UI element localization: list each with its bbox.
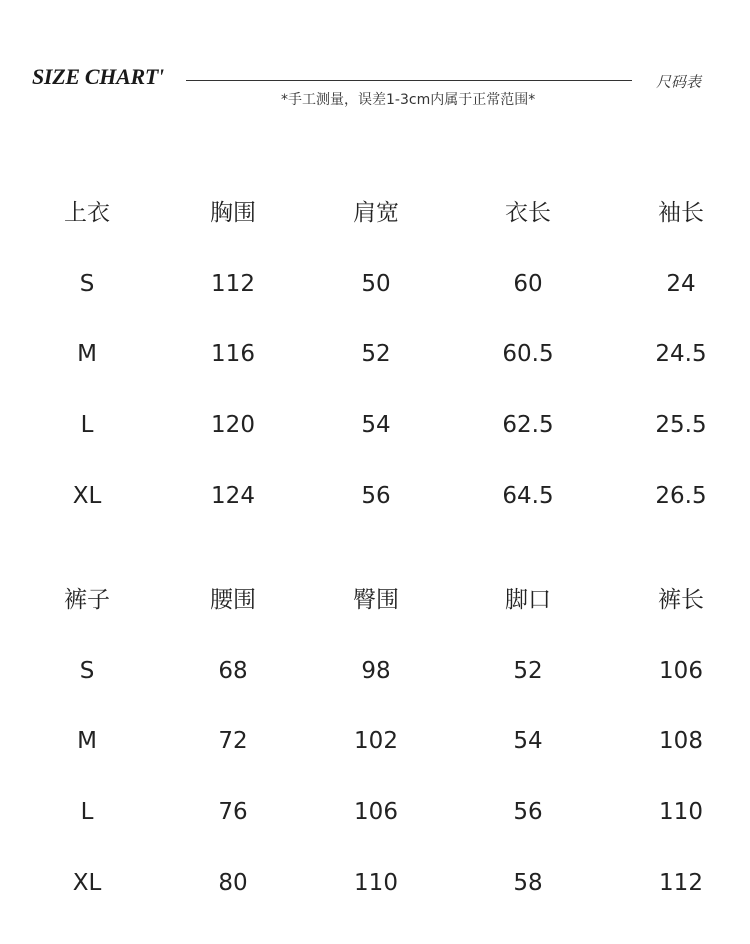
column-header: 脚口 (505, 587, 551, 613)
table-cell: 102 (354, 728, 398, 755)
column-header: 腰围 (210, 587, 256, 613)
table-cell: L (80, 412, 94, 439)
table-row (0, 638, 750, 709)
table-cell: 24.5 (655, 341, 707, 368)
column-header: 衣长 (505, 200, 551, 226)
table-cell: 56 (513, 799, 543, 826)
table-cell: 54 (361, 412, 391, 439)
table-cell: 106 (659, 657, 703, 684)
table-cell: M (77, 341, 97, 368)
table-cell: 108 (659, 728, 703, 755)
table-cell: 64.5 (502, 482, 554, 509)
table-cell: 76 (218, 799, 248, 826)
table-cell: 72 (218, 728, 248, 755)
table-cell: 25.5 (655, 412, 707, 439)
table-row (0, 321, 750, 392)
table-cell: 26.5 (655, 482, 707, 509)
column-header: 胸围 (210, 200, 256, 226)
measurement-note: *手工测量，误差1-3cm内属于正常范围* (281, 92, 536, 108)
column-header: 裤子 (64, 587, 110, 613)
table-cell: 106 (354, 799, 398, 826)
size-chart-title: SIZE CHART' (32, 64, 164, 89)
header-divider (186, 80, 632, 81)
pants-size-table (0, 567, 750, 920)
table-cell: 98 (361, 657, 391, 684)
table-cell: 52 (361, 341, 391, 368)
table-cell: 120 (211, 412, 255, 439)
column-header: 裤长 (658, 587, 704, 613)
table-cell: 110 (659, 799, 703, 826)
size-chart-label: 尺码表 (656, 73, 702, 91)
table-cell: 62.5 (502, 412, 554, 439)
column-header: 臀围 (353, 587, 399, 613)
table-cell: 116 (211, 341, 255, 368)
table-header-row (0, 567, 750, 638)
table-cell: 58 (513, 869, 543, 896)
table-row (0, 392, 750, 463)
table-row (0, 463, 750, 534)
table-cell: 24 (666, 270, 696, 297)
tops-size-table (0, 180, 750, 533)
table-cell: 60.5 (502, 341, 554, 368)
table-cell: 52 (513, 657, 543, 684)
table-cell: XL (72, 869, 102, 896)
table-cell: 50 (361, 270, 391, 297)
table-cell: 112 (659, 869, 703, 896)
table-cell: L (80, 799, 94, 826)
table-cell: 124 (211, 482, 255, 509)
table-row (0, 708, 750, 779)
table-row (0, 779, 750, 850)
column-header: 袖长 (658, 200, 704, 226)
column-header: 上衣 (64, 200, 110, 226)
table-cell: XL (72, 482, 102, 509)
column-header: 肩宽 (353, 200, 399, 226)
table-cell: M (77, 728, 97, 755)
table-cell: 80 (218, 869, 248, 896)
table-cell: S (79, 657, 95, 684)
table-cell: 56 (361, 482, 391, 509)
table-cell: 60 (513, 270, 543, 297)
table-header-row (0, 180, 750, 251)
table-cell: 54 (513, 728, 543, 755)
table-cell: 68 (218, 657, 248, 684)
table-cell: 110 (354, 869, 398, 896)
table-row (0, 251, 750, 322)
table-cell: S (79, 270, 95, 297)
table-cell: 112 (211, 270, 255, 297)
table-row (0, 850, 750, 921)
